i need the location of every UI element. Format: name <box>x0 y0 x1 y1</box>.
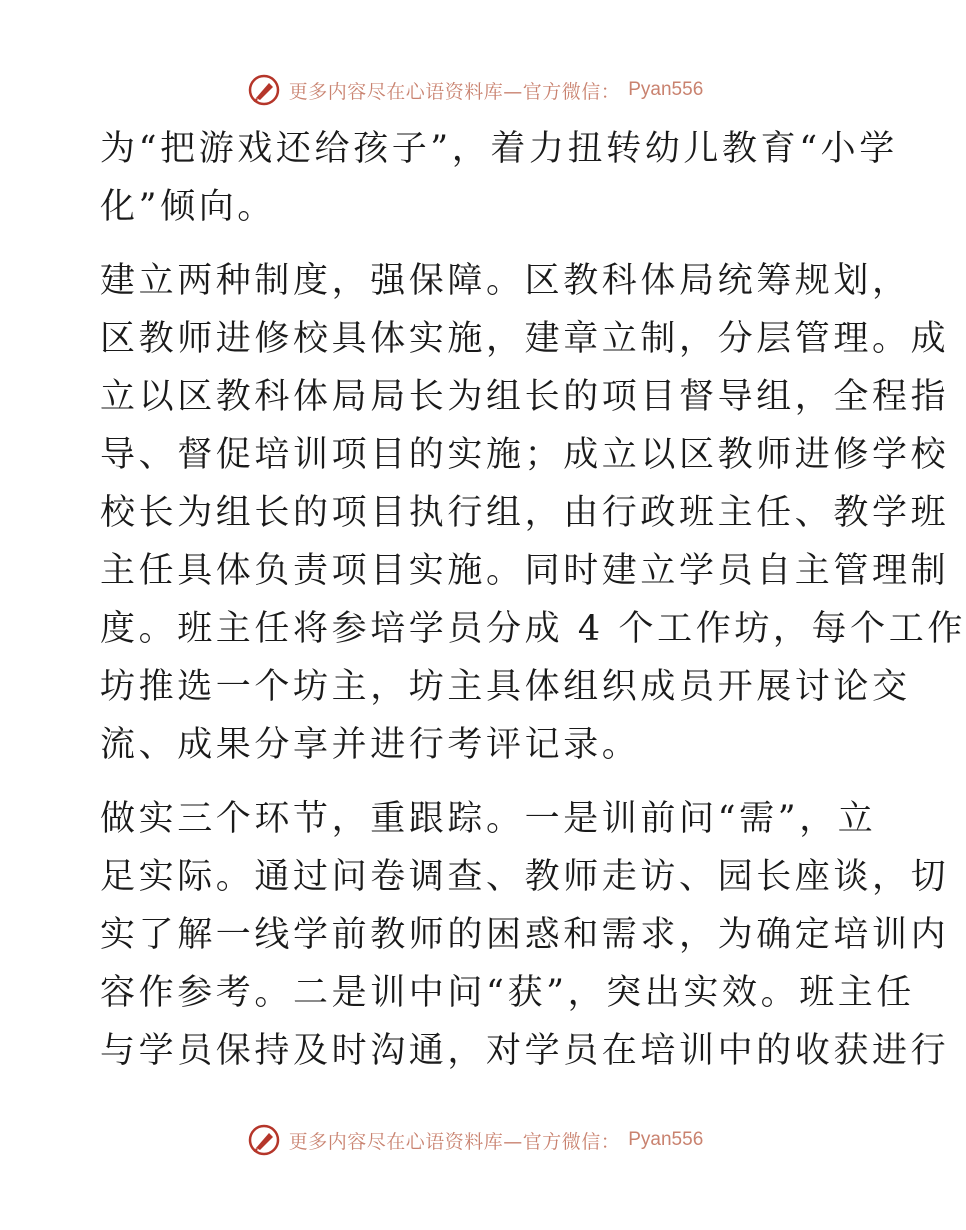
pen-logo-icon <box>247 73 281 107</box>
text-line: 建立两种制度，强保障。区教科体局统筹规划， <box>100 261 911 301</box>
text-line: 与学员保持及时沟通，对学员在培训中的收获进行 <box>100 1031 950 1071</box>
text-line: 坊推选一个坊主，坊主具体组织成员开展讨论交 <box>100 667 911 707</box>
text-line: 化”倾向。 <box>100 187 276 227</box>
paragraph <box>100 120 898 236</box>
text-line: 流、成果分享并进行考评记录。 <box>100 725 641 765</box>
text-line: 立以区教科体局局长为组长的项目督导组，全程指 <box>100 377 950 417</box>
text-line: 导、督促培训项目的实施；成立以区教师进修学校 <box>100 435 950 475</box>
text-line: 做实三个环节，重跟踪。一是训前问“需”，立 <box>100 799 877 839</box>
footer-banner-text: 更多内容尽在心语资料库—官方微信： <box>288 1130 621 1153</box>
text-line: 区教师进修校具体实施，建章立制，分层管理。成 <box>100 319 950 359</box>
paragraph <box>100 252 966 774</box>
header-banner-wechat-id: Pyan556 <box>628 79 704 100</box>
text-line: 容作参考。二是训中问“获”，突出实效。班主任 <box>100 973 915 1013</box>
text-line: 足实际。通过问卷调查、教师走访、园长座谈，切 <box>100 857 950 897</box>
paragraph <box>100 790 950 1080</box>
text-line: 实了解一线学前教师的困惑和需求，为确定培训内 <box>100 915 950 955</box>
text-line: 为“把游戏还给孩子”，着力扭转幼儿教育“小学 <box>100 129 898 169</box>
text-line: 主任具体负责项目实施。同时建立学员自主管理制 <box>100 551 950 591</box>
text-line: 度。班主任将参培学员分成 4 个工作坊，每个工作 <box>100 609 966 649</box>
document-body <box>100 120 966 1096</box>
text-line: 校长为组长的项目执行组，由行政班主任、教学班 <box>100 493 950 533</box>
pen-logo-icon <box>247 1123 281 1157</box>
footer-banner-wechat-id: Pyan556 <box>628 1129 704 1150</box>
header-banner-text: 更多内容尽在心语资料库—官方微信： <box>288 80 621 103</box>
header-banner <box>0 70 950 110</box>
footer-banner <box>0 1120 950 1160</box>
